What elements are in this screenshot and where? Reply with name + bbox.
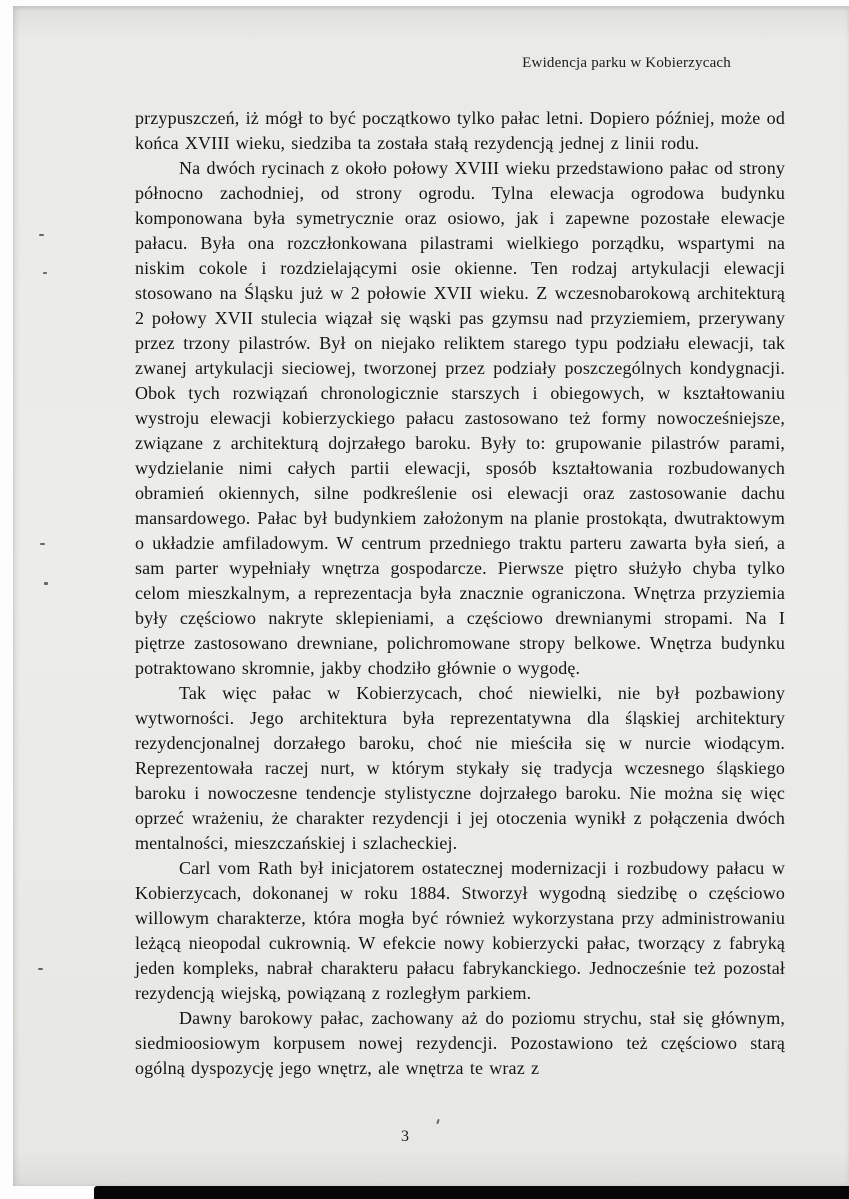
paragraph: Dawny barokowy pałac, zachowany aż do poziomu strychu, stał się głównym, siedmioosiowym korpusem nowej rezydencji. Pozostawiono też częściowo starą ogólną dyspozycję jego wnętrz, ale wnętrza te wraz z: [135, 1008, 785, 1078]
paragraph: przypuszczeń, iż mógł to być początkowo tylko pałac letni. Dopiero później, może od końca XVIII wieku, siedziba ta została stałą rezydencją jednej z linii rodu.: [135, 108, 785, 153]
scan-artifact: [44, 582, 48, 585]
scan-artifact: [39, 234, 44, 236]
running-header: Ewidencja parku w Kobierzycach: [522, 55, 731, 71]
paragraph: Na dwóch rycinach z około połowy XVIII wieku przedstawiono pałac od strony północno zachodniej, od strony ogrodu. Tylna elewacja ogrodowa budynku komponowana była symetrycznie oraz osiowo, jak i zapewne pozostałe elewacje pałacu. Była ona rozczłonkowana pilastrami wielkiego porządku, wspartymi na niskim cokole i rozdzielającymi osie okienne. Ten rodzaj artykulacji elewacji stosowano na Śląsku już w 2 połowie XVII wieku. Z wczesnobarokową architekturą 2 połowy XVII stulecia wiązał się wąski pas gzymsu nad przyziemiem, przerywany przez trzony pilastrów. Był on niejako reliktem starego typu podziału elewacji, tak zwanej artykulacji sieciowej, tworzonej przez podziały poszczególnych kondygnacji. Obok tych rozwiązań chronologicznie starszych i obiegowych, w kształtowaniu wystroju elewacji kobierzyckiego pałacu zastosowano też formy nowocześniejsze, związane z architekturą dojrzałego baroku. Były to: grupowanie pilastrów parami, wydzielanie nimi całych partii elewacji, sposób kształtowania rozbudowanych obramień okiennych, silne podkreślenie osi elewacji oraz zastosowanie dachu mansardowego. Pałac był budynkiem założonym na planie prostokąta, dwutraktowym o układzie amfiladowym. W centrum przedniego traktu parteru zawarta była sień, a sam parter wypełniały wnętrza gospodarcze. Pierwsze piętro służyło chyba tylko celom mieszkalnym, a reprezentacja była znacznie ograniczona. Wnętrza przyziemia były częściowo nakryte sklepieniami, a częściowo drewnianymi stropami. Na I piętrze zastosowano drewniane, polichromowane stropy belkowe. Wnętrza budynku potraktowano skromnie, jakby chodziło głównie o wygodę.: [135, 158, 785, 678]
scan-artifact: [38, 968, 43, 970]
scan-edge-bottom: [94, 1186, 849, 1199]
paragraph: Carl vom Rath był inicjatorem ostatecznej modernizacji i rozbudowy pałacu w Kobierzycach, dokonanej w roku 1884. Stworzył wygodną siedzibę o częściowo willowym charakterze, która mogła być również wykorzystana przy administrowaniu leżącą nieopodal cukrownią. W efekcie nowy kobierzycki pałac, tworzący z fabryką jeden kompleks, nabrał charakteru pałacu fabrykanckiego. Jednocześnie też pozostał rezydencją wiejską, powiązaną z rozległym parkiem.: [135, 858, 785, 1003]
scan-artifact: [43, 272, 47, 274]
scan-artifact: [40, 543, 45, 545]
page-number: 3: [401, 1128, 409, 1145]
paragraph: Tak więc pałac w Kobierzycach, choć niewielki, nie był pozbawiony wytworności. Jego architektura była reprezentatywna dla śląskiej architektury rezydencjonalnej dorzałego baroku, choć nie mieściła się w nurcie wiodącym. Reprezentowała raczej nurt, w którym stykały się tradycja wczesnego śląskiego baroku i nowoczesne tendencje stylistyczne dojrzałego baroku. Nie można się więc oprzeć wrażeniu, że charakter rezydencji i jej otoczenia wynikł z połączenia dwóch mentalności, mieszczańskiej i szlacheckiej.: [135, 683, 785, 853]
document-body: [135, 106, 785, 1081]
scan-artifact: [436, 1119, 440, 1124]
paper-sheet: [13, 6, 849, 1186]
